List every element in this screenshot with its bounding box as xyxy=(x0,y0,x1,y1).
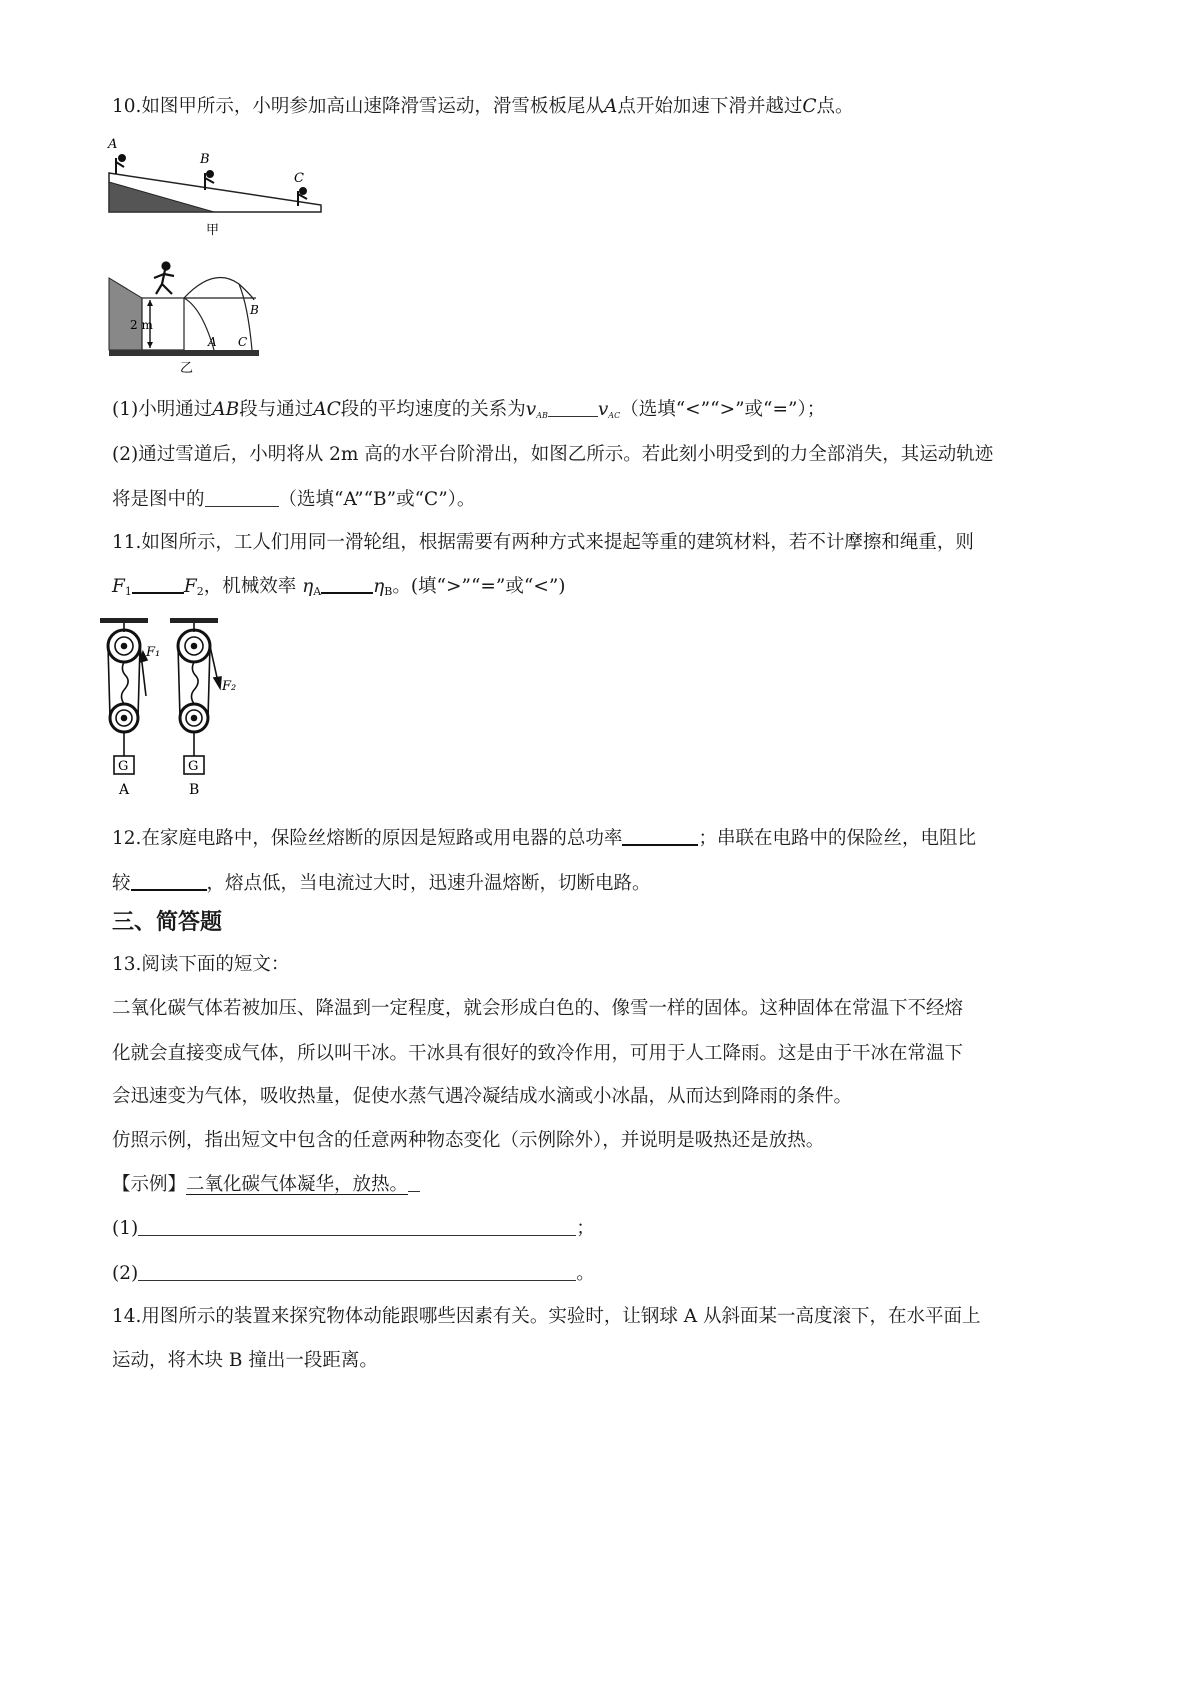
figure-pulley-systems xyxy=(94,616,264,802)
figure-caption-jia: 甲 xyxy=(206,223,220,238)
q12-line2: 较 ，熔点低，当电流过大时，迅速升温熔断，切断电路。 xyxy=(112,873,651,894)
figure-caption-yi: 乙 xyxy=(180,361,194,376)
answer-blank[interactable] xyxy=(131,871,207,891)
q13-intro: 13.阅读下面的短文： xyxy=(112,954,290,975)
q13-task: 仿照示例，指出短文中包含的任意两种物态变化（示例除外），并说明是吸热还是放热。 xyxy=(112,1130,825,1151)
force-label-f1: F₁ xyxy=(146,645,161,660)
height-label: 2 m xyxy=(130,318,153,332)
q13-passage-line2: 化就会直接变成气体，所以叫干冰。干冰具有很好的致冷作用，可用于人工降雨。这是由于干冰在常温下 xyxy=(112,1043,964,1064)
curve-label-a: A xyxy=(208,335,217,349)
answer-blank[interactable] xyxy=(321,574,373,594)
answer-blank[interactable] xyxy=(622,826,698,846)
curve-label-b: B xyxy=(250,303,259,317)
q11-stem-line2: $F_1$ $F_2$，机械效率 $\eta_A$ $\eta_B$。(填“>”“=”或“<”) xyxy=(112,576,566,598)
q13-passage-line3: 会迅速变为气体，吸收热量，促使水蒸气遇冷凝结成水滴或小冰晶，从而达到降雨的条件。 xyxy=(112,1086,853,1107)
weight-label: G xyxy=(118,759,129,774)
point-label-a: A xyxy=(108,137,118,152)
q14-line2: 运动，将木块 B 撞出一段距离。 xyxy=(112,1350,378,1371)
answer-blank[interactable] xyxy=(205,488,279,507)
answer-blank[interactable] xyxy=(132,574,184,594)
pulley-system-a xyxy=(108,623,147,774)
section-heading: 三、简答题 xyxy=(112,910,223,935)
caption-a: A xyxy=(119,782,130,798)
jumper-icon xyxy=(154,263,174,295)
q13-answer2: (2) 。 xyxy=(112,1263,595,1284)
q10-part1: (1)小明通过AB段与通过AC段的平均速度的关系为vAB vAC（选填“<”“>”或“=”）； xyxy=(112,399,826,420)
q13-example: 【示例】二氧化碳气体凝华，放热。 xyxy=(112,1172,420,1198)
q11-stem-line1: 11.如图所示，工人们用同一滑轮组，根据需要有两种方式来提起等重的建筑材料，若不计摩擦和绳重，则 xyxy=(112,532,974,553)
answer-blank[interactable] xyxy=(138,1262,576,1281)
q12-line1: 12.在家庭电路中，保险丝熔断的原因是短路或用电器的总功率 ；串联在电路中的保险丝，电阻比 xyxy=(112,828,976,849)
answer-blank[interactable] xyxy=(138,1217,576,1236)
curve-label-c: C xyxy=(238,335,248,349)
pulley-system-b xyxy=(178,623,221,774)
q14-line1: 14.用图所示的装置来探究物体动能跟哪些因素有关。实验时，让钢球 A 从斜面某一高度滚下，在水平面上 xyxy=(112,1306,981,1327)
q10-stem: 10.如图甲所示，小明参加高山速降滑雪运动，滑雪板板尾从A点开始加速下滑并越过C点。 xyxy=(112,96,854,117)
q10-part2-line1: (2)通过雪道后，小明将从 2m 高的水平台阶滑出，如图乙所示。若此刻小明受到的力全部消失，其运动轨迹 xyxy=(112,444,994,465)
q13-answer1: (1) ； xyxy=(112,1218,595,1239)
skier-icon xyxy=(116,155,125,174)
weight-label: G xyxy=(188,759,199,774)
point-label-b: B xyxy=(200,152,210,167)
force-label-f2: F₂ xyxy=(222,679,237,694)
point-label-c: C xyxy=(294,171,304,186)
q10-part2-line2: 将是图中的 （选填“A”“B”或“C”）。 xyxy=(112,489,476,510)
q13-passage-line1: 二氧化碳气体若被加压、降温到一定程度，就会形成白色的、像雪一样的固体。这种固体在常温下不经熔 xyxy=(112,998,964,1019)
answer-blank[interactable] xyxy=(548,398,598,417)
caption-b: B xyxy=(189,782,200,798)
figure-yi-trajectory xyxy=(104,256,264,376)
figure-jia-ski-slope xyxy=(104,136,329,240)
